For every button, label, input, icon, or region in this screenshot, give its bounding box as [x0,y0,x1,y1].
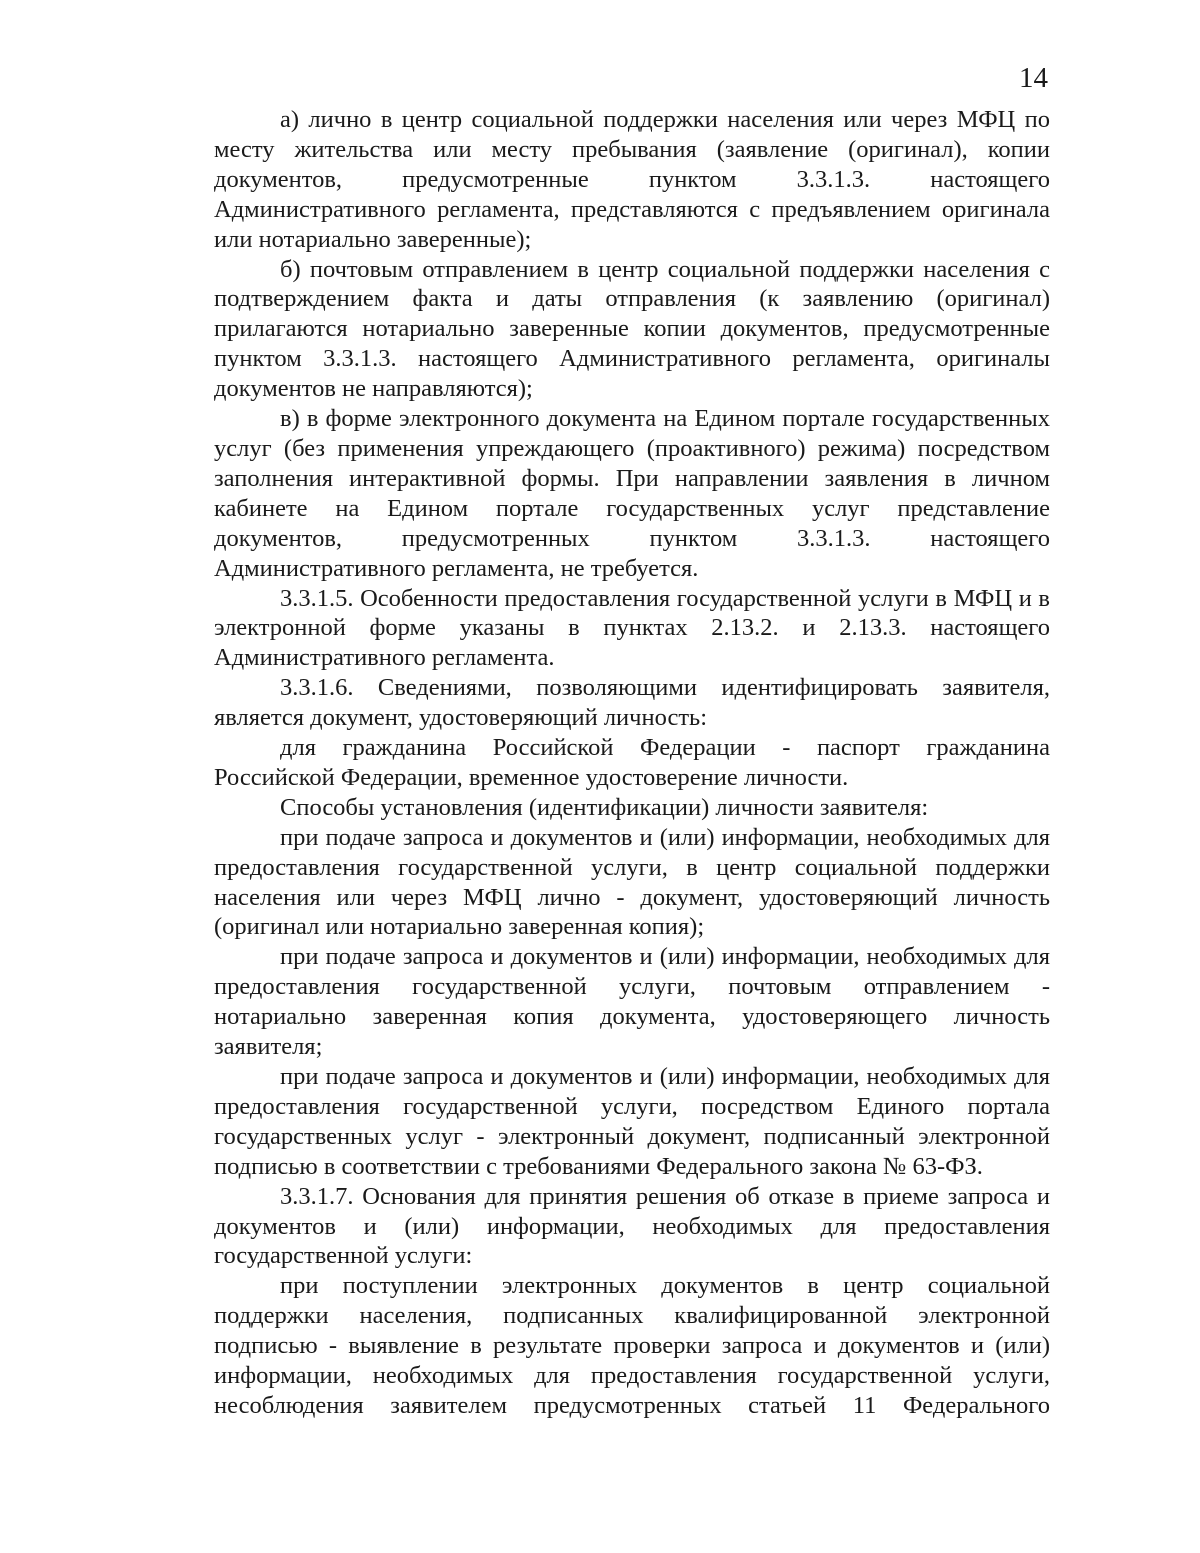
paragraph-identification-in-person: при подаче запроса и документов и (или) информации, необходимых для предоставления государственной услуги, в центр социальной поддержки населения или через МФЦ лично - документ, удостоверяющий личность (оригинал или нотариально заверенная копия); [214,823,1050,941]
paragraph-identification-portal: при подаче запроса и документов и (или) информации, необходимых для предоставления государственной услуги, посредством Единого портала государственных услуг - электронный документ, подписанный электронной подписью в соответствии с требованиями Федерального закона № 63-ФЗ. [214,1063,1050,1180]
document-body [214,105,1050,1421]
paragraph-a-in-person: а) лично в центр социальной поддержки населения или через МФЦ по месту жительства или месту пребывания (заявление (оригинал), копии документов, предусмотренные пунктом 3.3.1.3. настоящего Административного регламента, представляются с предъявлением оригинала или нотариально заверенные); [214,106,1050,253]
page-number: 14 [1019,62,1048,94]
paragraph-b-by-mail: б) почтовым отправлением в центр социальной поддержки населения с подтверждением факта и даты отправления (к заявлению (оригинал) прилагаются нотариально заверенные копии документов, предусмотренные пунктом 3.3.1.3. настоящего Административного регламента, оригиналы документов не направляются); [214,255,1050,403]
paragraph-electronic-refusal: при поступлении электронных документов в центр социальной поддержки населения, подписанных квалифицированной электронной подписью - выявление в результате проверки запроса и документов и (или) информации, необходимых для предоставления государственной услуги, несоблюдения заявителем предусмотренных статьей 11 Федерального [214,1272,1050,1419]
paragraph-3-3-1-7: 3.3.1.7. Основания для принятия решения об отказе в приеме запроса и документов и (или) информации, необходимых для предоставления государственной услуги: [214,1182,1050,1270]
paragraph-c-electronic: в) в форме электронного документа на Едином портале государственных услуг (без применения упреждающего (проактивного) режима) посредством заполнения интерактивной формы. При направлении заявления в личном кабинете на Едином портале государственных услуг представление документов, предусмотренных пунктом 3.3.1.3. настоящего Административного регламента, не требуется. [214,405,1050,582]
paragraph-3-3-1-6: 3.3.1.6. Сведениями, позволяющими идентифицировать заявителя, является документ, удостоверяющий личность: [214,674,1050,732]
paragraph-identification-methods: Способы установления (идентификации) личности заявителя: [280,793,929,821]
paragraph-citizen-passport: для гражданина Российской Федерации - паспорт гражданина Российской Федерации, временное удостоверение личности. [214,734,1050,791]
paragraph-identification-by-mail: при подаче запроса и документов и (или) информации, необходимых для предоставления государственной услуги, почтовым отправлением - нотариально заверенная копия документа, удостоверяющего личность заявителя; [214,943,1050,1061]
paragraph-3-3-1-5: 3.3.1.5. Особенности предоставления государственной услуги в МФЦ и в электронной форме указаны в пунктах 2.13.2. и 2.13.3. настоящего Административного регламента. [214,584,1050,672]
